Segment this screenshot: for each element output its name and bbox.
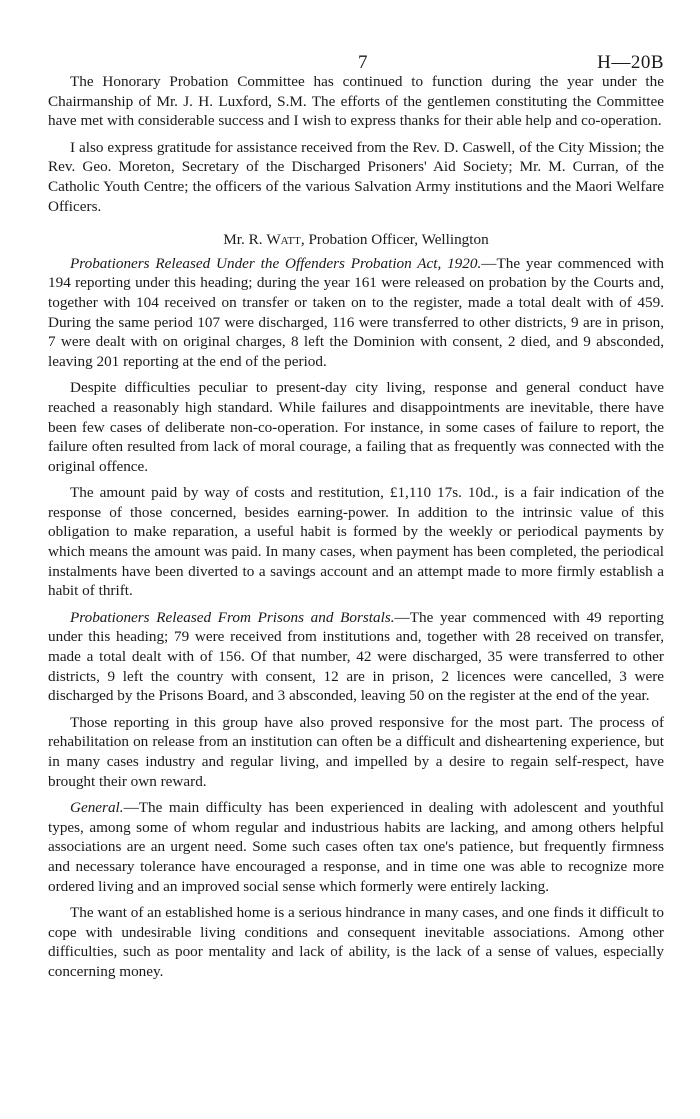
paragraph-offenders-act <box>48 254 664 372</box>
paragraph-body: —The year commenced with 49 reporting under this heading; 79 were received from institutions and, together with 28 received on transfer, made a total dealt with of 156. Of that number, 42 were discharged, 35 were transferred to other districts, 9 left the country with consent, 12 are in prison, 2 licences were cancelled, 3 were discharged by the Prisons Board, and 3 absconded, leaving 50 on the register at the end of the year. <box>48 608 664 705</box>
subheading-offenders-act: Probationers Released Under the Offenders Probation Act, 1920. <box>70 254 482 272</box>
officer-prefix: Mr. R. <box>223 231 267 249</box>
paragraph-home: The want of an established home is a serious hindrance in many cases, and one finds it difficult to cope with undesirable living conditions and consequent inevitable associations. Among other difficulties, such as poor mentality and lack of ability, is the lack of a sense of values, especially concerning money. <box>48 904 664 980</box>
paragraph-rehabilitation: Those reporting in this group have also proved responsive for the most part. The process of rehabilitation on release from an institution can often be a difficult and disheartening experience, but in many cases industry and regular living, and impelled by a desire to regain self-respect, have brought their own reward. <box>48 713 664 790</box>
paragraph-prisons-borstals <box>48 608 664 706</box>
page-header <box>48 0 664 72</box>
paragraph-restitution: The amount paid by way of costs and restitution, £1,110 17s. 10d., is a fair indication of the response of those concerned, besides earning-power. In addition to the intrinsic value of this obligation to make reparation, a useful habit is formed by the weekly or periodical payments by which means the amount was paid. In many cases, when payment has been completed, the periodical instalments have been diverted to a savings account and an attempt made to more firmly establish a habit of thrift. <box>48 484 664 600</box>
page-number: 7 <box>358 52 368 73</box>
paragraph-gratitude: I also express gratitude for assistance received from the Rev. D. Caswell, of the City Mission; the Rev. Geo. Moreton, Secretary of the Discharged Prisoners' Aid Society; Mr. M. Curran, of the Catholic Youth Centre; the officers of the various Salvation Army institutions and the Maori Welfare Officers. <box>48 138 664 215</box>
paragraph-response: Despite difficulties peculiar to present-day city living, response and general conduct have reached a reasonably high standard. While failures and disappointments are inevitable, there have been few cases of deliberate non-co-operation. For instance, in some cases of failure to report, the failure often resulted from lack of moral courage, a failing that as frequently was connected with the original offence. <box>48 379 664 475</box>
subheading-prisons-borstals: Probationers Released From Prisons and Borstals. <box>70 608 395 626</box>
subheading-general: General. <box>70 799 124 817</box>
paragraph-committee: The Honorary Probation Committee has continued to function during the year under the Chairmanship of Mr. J. H. Luxford, S.M. The efforts of the gentlemen constituting the Committee have met with considerable success and I wish to express thanks for their able help and co-operation. <box>48 73 664 130</box>
paragraph-body: —The year commenced with 194 reporting under this heading; during the year 161 were released on probation by the Courts and, together with 104 received on transfer or taken on to the register, made a total dealt with of 459. During the same period 107 were discharged, 116 were transferred to other districts, 9 are in prison, 7 were dealt with on original charges, 8 left the Dominion with consent, 2 died, and 9 absconded, leaving 201 reporting at the end of the period. <box>48 254 664 370</box>
officer-title: , Probation Officer, Wellington <box>300 231 489 249</box>
paragraph-general <box>48 798 664 896</box>
document-reference: H—20B <box>597 52 664 73</box>
section-heading <box>48 230 664 250</box>
paragraph-body: —The main difficulty has been experienced in dealing with adolescent and youthful types, among some of whom regular and industrious habits are lacking, and among others helpful associations are an urgent need. Some such cases often tax one's patience, but frequently firmness and necessary tolerance have encouraged a response, and in time one was able to recognize more ordered living and an improved social sense which formerly were entirely lacking. <box>48 799 664 895</box>
officer-name: Watt <box>266 231 301 249</box>
